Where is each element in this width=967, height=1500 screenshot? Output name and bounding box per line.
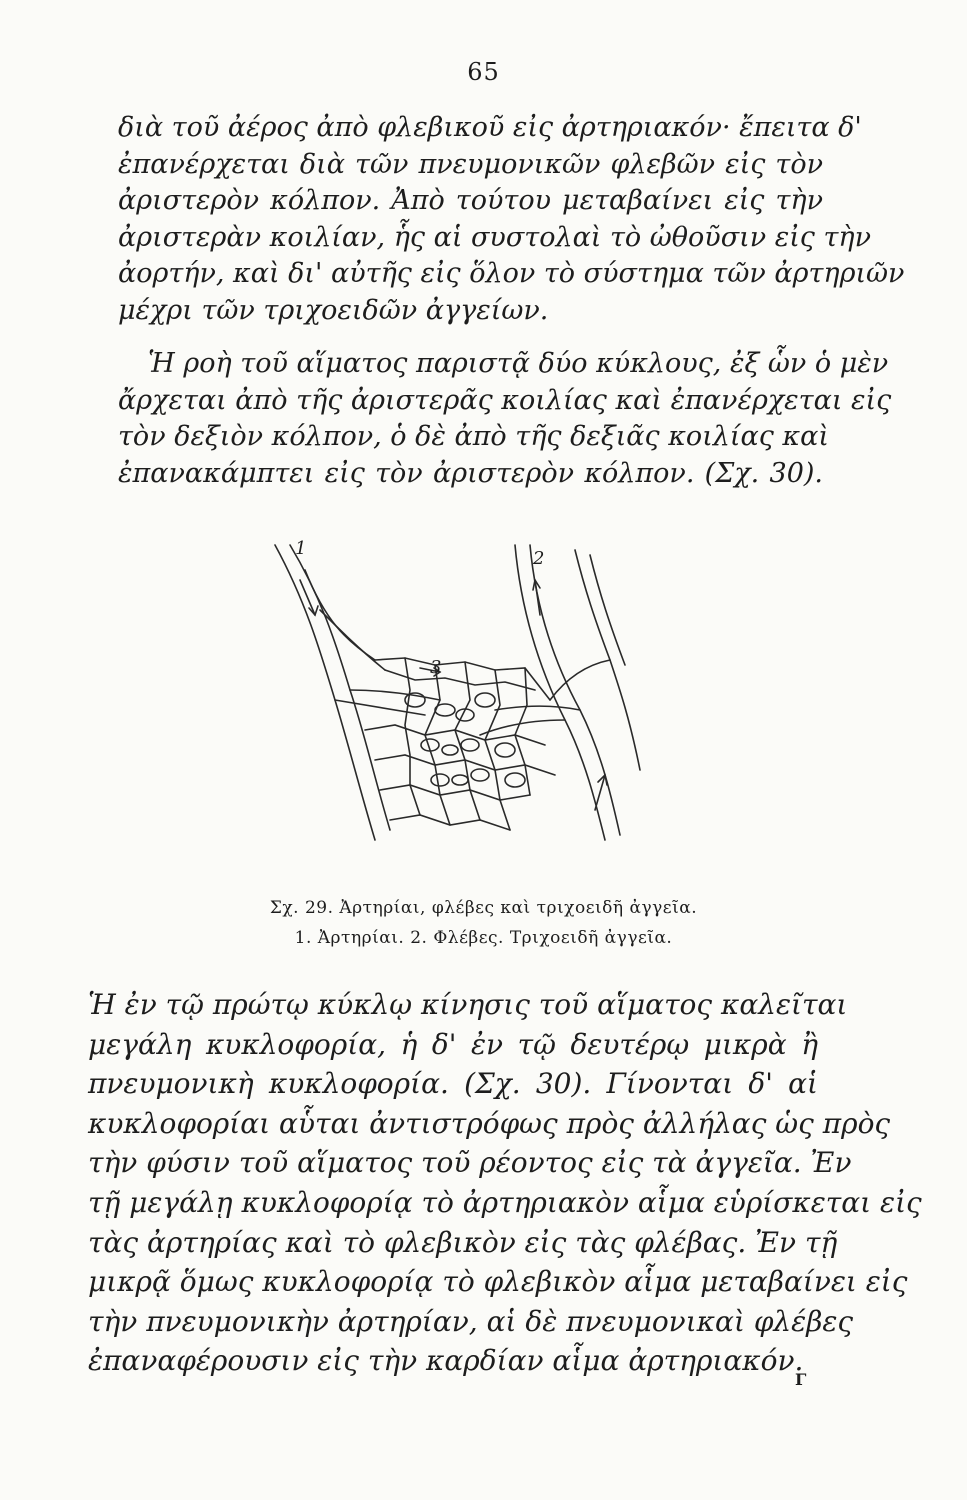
- paragraph-3: [88, 985, 922, 1381]
- text-line: πνευμονικὴ κυκλοφορία. (Σχ. 30). Γίνονται δ' αἱ: [88, 1067, 818, 1101]
- text-line: ἐπαναφέρουσιν εἰς τὴν καρδίαν αἷμα ἀρτηριακόν.: [88, 1344, 804, 1378]
- text-line: μέχρι τῶν τριχοειδῶν ἀγγείων.: [118, 294, 549, 326]
- figure-label-3: 3: [430, 657, 442, 678]
- paragraph-2: [118, 346, 892, 492]
- text-line: Ἡ ἐν τῷ πρώτῳ κύκλῳ κίνησις τοῦ αἵματος καλεῖται: [88, 988, 848, 1021]
- figure-label-1: 1: [295, 540, 307, 559]
- vessel-illustration: [265, 540, 655, 870]
- text-line: ἐπανακάμπτει εἰς τὸν ἀριστερὸν κόλπον. (Σχ. 30).: [118, 457, 823, 489]
- text-line: τῇ μεγάλῃ κυκλοφορίᾳ τὸ ἀρτηριακὸν αἷμα εὑρίσκεται εἰς: [88, 1185, 922, 1219]
- signature-mark: Γ: [795, 1370, 807, 1389]
- text-line: τὸν δεξιὸν κόλπον, ὁ δὲ ἀπὸ τῆς δεξιᾶς κοιλίας καὶ: [118, 421, 829, 453]
- text-line: διὰ τοῦ ἀέρος ἀπὸ φλεβικοῦ εἰς ἀρτηριακόν· ἔπειτα δ': [118, 112, 862, 143]
- text-line: κυκλοφορίαι αὗται ἀντιστρόφως πρὸς ἀλλήλας ὡς πρὸς: [88, 1106, 891, 1140]
- paragraph-1: [118, 110, 905, 330]
- text-line: τὴν φύσιν τοῦ αἵματος τοῦ ρέοντος εἰς τὰ ἀγγεῖα. Ἐν: [88, 1146, 852, 1180]
- text-line: μεγάλη κυκλοφορία, ἡ δ' ἐν τῷ δευτέρῳ μικρὰ ἢ: [88, 1027, 818, 1061]
- page-number: 65: [467, 58, 500, 86]
- capillary-network-figure: [265, 540, 655, 870]
- text-line: τὰς ἀρτηρίας καὶ τὸ φλεβικὸν εἰς τὰς φλέβας. Ἐν τῇ: [88, 1225, 838, 1259]
- figure-label-2: 2: [533, 548, 545, 569]
- text-line: ἀορτήν, καὶ δι' αὐτῆς εἰς ὅλον τὸ σύστημα τῶν ἀρτηριῶν: [118, 258, 905, 290]
- text-line: ἄρχεται ἀπὸ τῆς ἀριστερᾶς κοιλίας καὶ ἐπανέρχεται εἰς: [118, 384, 892, 416]
- text-line: ἀριστερὰν κοιλίαν, ἧς αἱ συστολαὶ τὸ ὠθοῦσιν εἰς τὴν: [118, 221, 872, 253]
- text-line: Ἡ ροὴ τοῦ αἵματος παριστᾷ δύο κύκλους, ἐξ ὧν ὁ μὲν: [148, 348, 889, 379]
- text-line: ἀριστερὸν κόλπον. Ἀπὸ τούτου μεταβαίνει εἰς τὴν: [118, 185, 823, 217]
- text-line: μικρᾷ ὅμως κυκλοφορίᾳ τὸ φλεβικὸν αἷμα μεταβαίνει εἰς: [88, 1265, 908, 1299]
- text-line: ἐπανέρχεται διὰ τῶν πνευμονικῶν φλεβῶν εἰς τὸν: [118, 148, 823, 180]
- text-line: τὴν πνευμονικὴν ἀρτηρίαν, αἱ δὲ πνευμονικαὶ φλέβες: [88, 1304, 854, 1338]
- figure-caption-legend: 1. Ἀρτηρίαι. 2. Φλέβες. Τριχοειδῆ ἀγγεῖα.: [294, 928, 673, 948]
- figure-caption-title: Σχ. 29. Ἀρτηρίαι, φλέβες καὶ τριχοειδῆ ἀγγεῖα.: [269, 898, 698, 918]
